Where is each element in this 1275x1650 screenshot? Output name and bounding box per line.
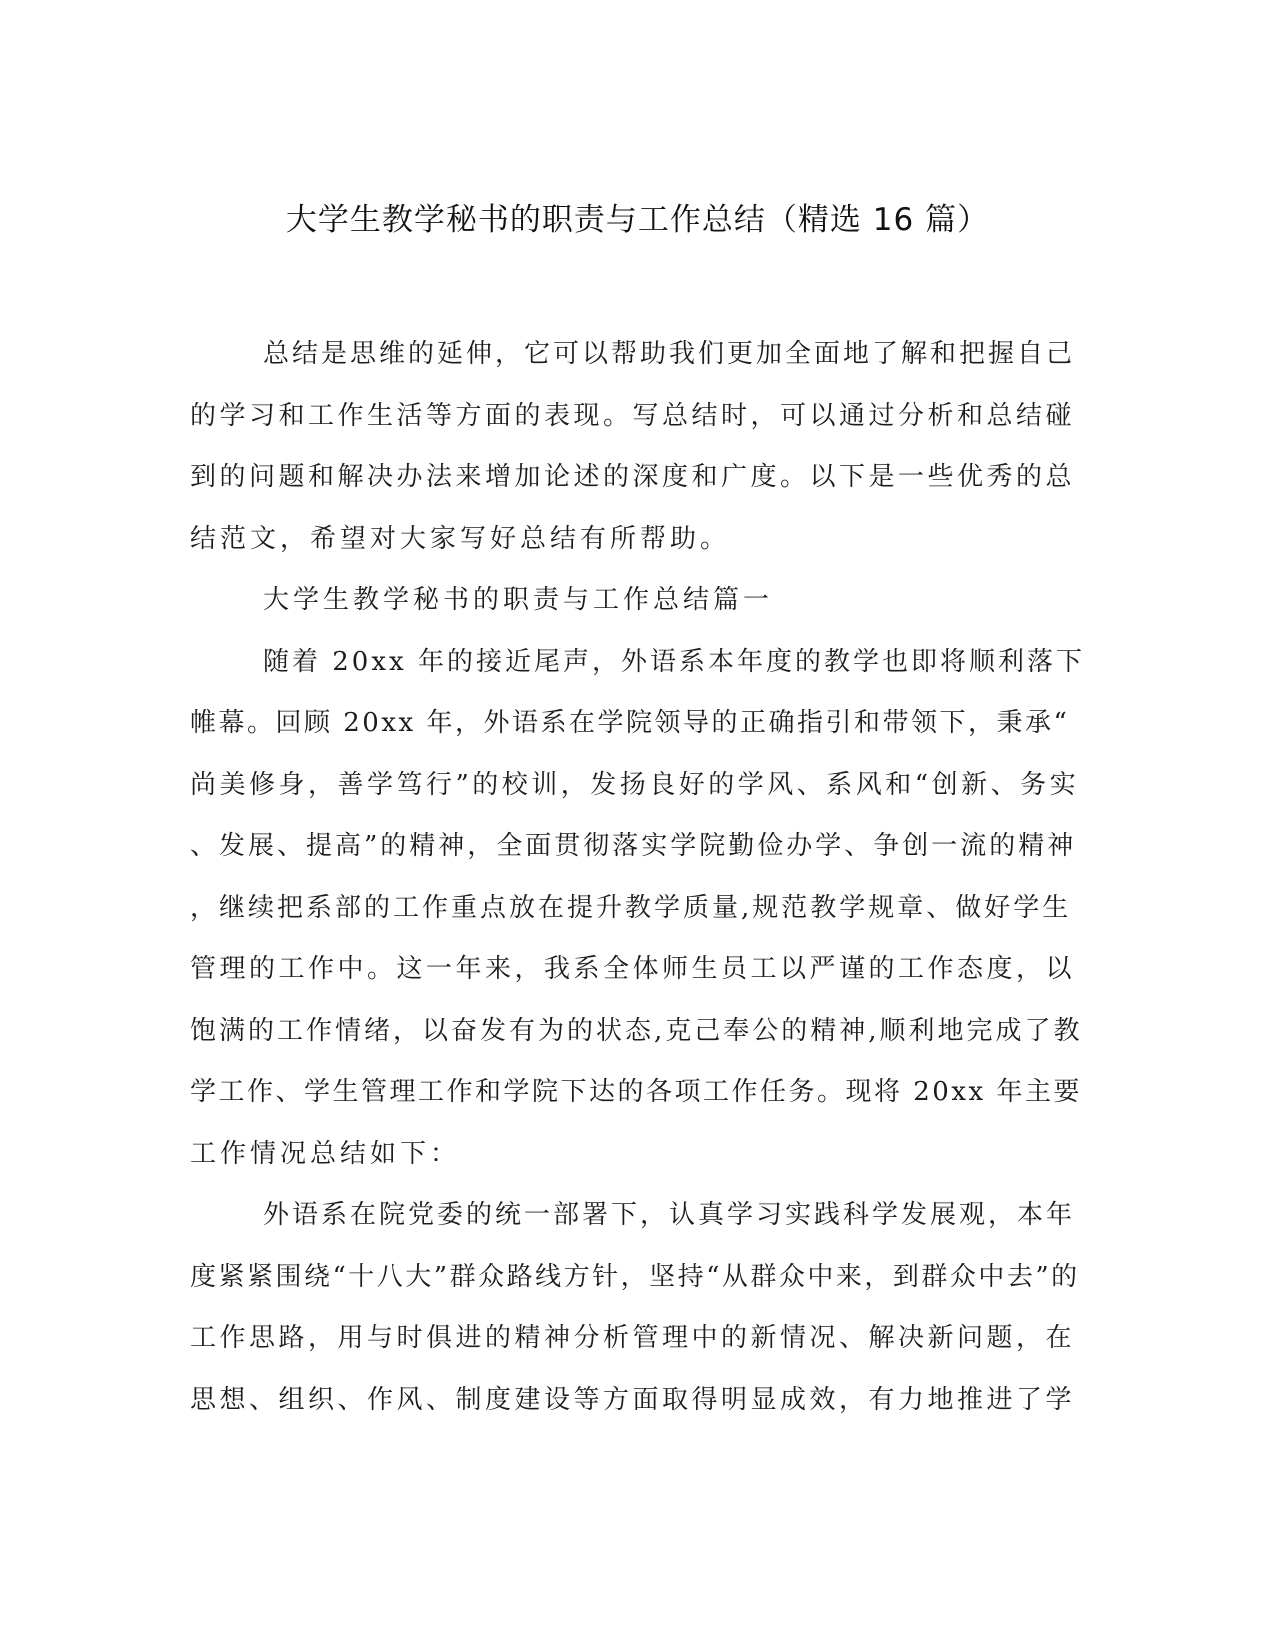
text-line: 结范文，希望对大家写好总结有所帮助。 bbox=[190, 523, 731, 554]
text-line: 尚美修身，善学笃行”的校训，发扬良好的学风、系风和“创新、务实 bbox=[190, 769, 1080, 800]
text-line: 工作情况总结如下： bbox=[190, 1138, 461, 1169]
text-line: 、发展、提高”的精神，全面贯彻落实学院勤俭办学、争创一流的精神 bbox=[190, 831, 1077, 861]
text-line: 总结是思维的延伸，它可以帮助我们更加全面地了解和把握自己 bbox=[263, 339, 1076, 369]
document-body bbox=[190, 330, 1085, 1437]
text-line: 学工作、学生管理工作和学院下达的各项工作任务。现将 20xx 年主要 bbox=[190, 1077, 1082, 1107]
text-line: 管理的工作中。这一年来，我系全体师生员工以严谨的工作态度，以 bbox=[190, 954, 1076, 984]
text-line: 大学生教学秘书的职责与工作总结篇一 bbox=[263, 585, 774, 615]
text-line: 饱满的工作情绪，以奋发有为的状态,克己奉公的精神,顺利地完成了教 bbox=[190, 1015, 1083, 1046]
text-line: 帷幕。回顾 20xx 年，外语系在学院领导的正确指引和带领下，秉承“ bbox=[190, 708, 1070, 738]
text-line: 的学习和工作生活等方面的表现。写总结时，可以通过分析和总结碰 bbox=[190, 400, 1076, 431]
text-line: 外语系在院党委的统一部署下，认真学习实践科学发展观，本年 bbox=[263, 1200, 1076, 1230]
text-line: 度紧紧围绕“十八大”群众路线方针，坚持“从群众中来，到群众中去”的 bbox=[190, 1261, 1080, 1292]
text-line: 思想、组织、作风、制度建设等方面取得明显成效，有力地推进了学 bbox=[190, 1384, 1076, 1415]
document-title: 大学生教学秘书的职责与工作总结（精选 16 篇） bbox=[285, 202, 990, 238]
text-line: 随着 20xx 年的接近尾声，外语系本年度的教学也即将顺利落下 bbox=[263, 646, 1085, 677]
text-line: 工作思路，用与时俱进的精神分析管理中的新情况、解决新问题，在 bbox=[190, 1323, 1076, 1353]
text-line: ，继续把系部的工作重点放在提升教学质量,规范教学规章、做好学生 bbox=[190, 892, 1072, 923]
text-line: 到的问题和解决办法来增加论述的深度和广度。以下是一些优秀的总 bbox=[190, 462, 1076, 492]
